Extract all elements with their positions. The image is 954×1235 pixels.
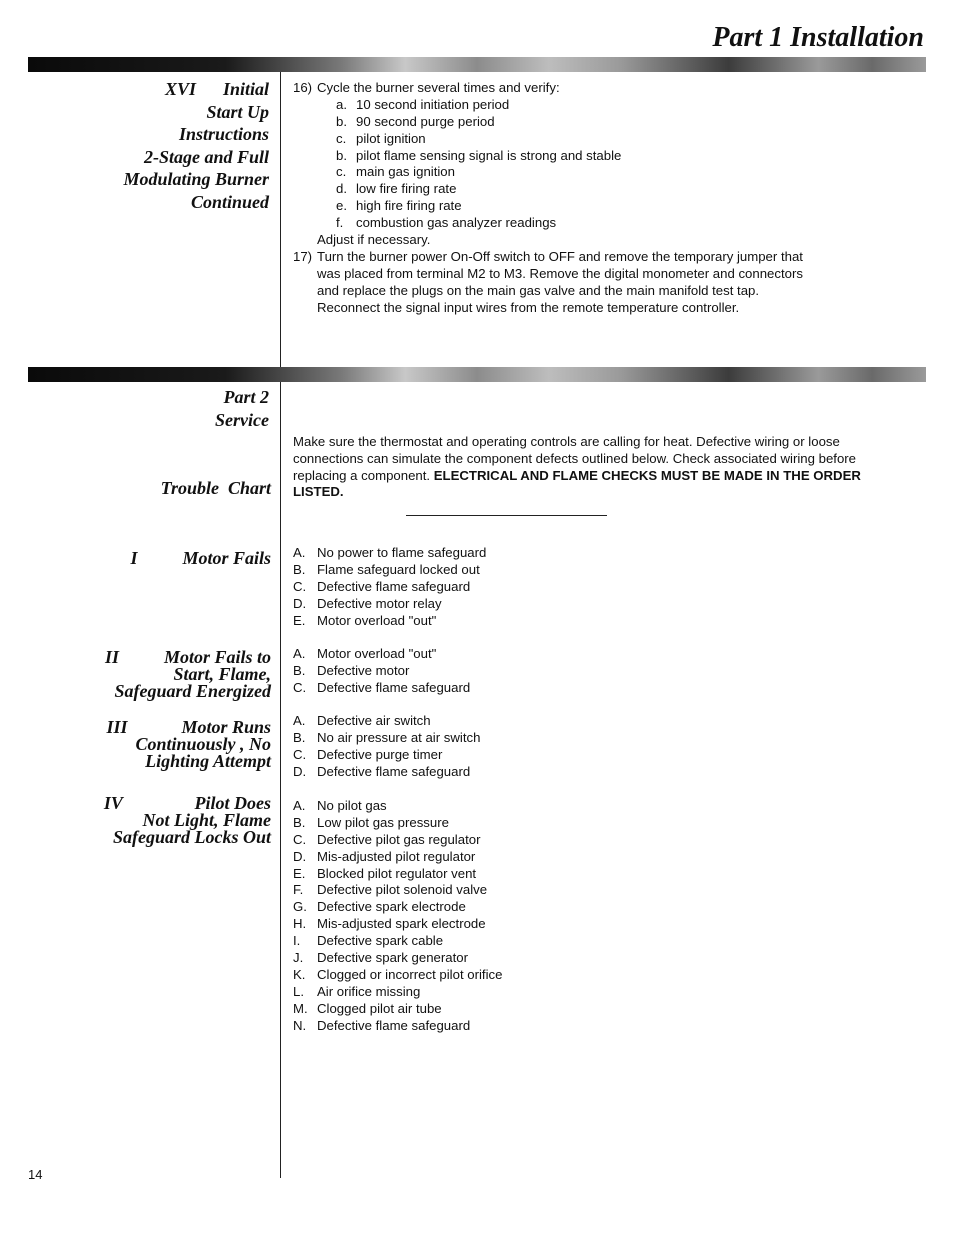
heading-line: Part 2 xyxy=(223,387,269,407)
intro-text: Make sure the thermostat and operating controls are calling for heat. Defective wiring or loose connections can simulate the component defects outlined below. Check associated wiring before replacing a component. xyxy=(293,434,856,483)
item-letter: C. xyxy=(293,578,307,594)
item-text: Blocked pilot regulator vent xyxy=(317,865,477,881)
item-letter: L. xyxy=(293,983,304,999)
item-letter: B. xyxy=(293,814,306,830)
item-text: Clogged pilot air tube xyxy=(317,1000,442,1016)
item-letter: E. xyxy=(293,612,306,628)
item-letter: H. xyxy=(293,916,307,932)
item-letter: E. xyxy=(293,865,306,881)
item-text: Air orifice missing xyxy=(317,983,421,999)
heading-line: Safeguard Locks Out xyxy=(112,827,271,847)
heading-line: XVI Initial xyxy=(164,79,269,99)
item-text: Low pilot gas pressure xyxy=(317,814,449,830)
item-text: Motor overload "out" xyxy=(317,646,437,661)
item-letter: a. xyxy=(336,96,347,112)
item-text: Defective motor xyxy=(317,662,410,678)
item-letter: b. xyxy=(336,147,347,163)
heading-line: Trouble Chart xyxy=(160,478,271,498)
item-letter: D. xyxy=(293,763,307,779)
item-letter: f. xyxy=(336,215,344,231)
heading-line: Start Up xyxy=(206,101,269,122)
item-text: No air pressure at air switch xyxy=(317,729,481,745)
heading-line: Instructions xyxy=(178,124,269,144)
item-text: pilot flame sensing signal is strong and stable xyxy=(356,147,622,163)
item-text: Clogged or incorrect pilot orifice xyxy=(317,966,503,982)
item-letter: C. xyxy=(293,679,307,695)
step-text: Turn the burner power On-Off switch to OFF and remove the temporary jumper that xyxy=(317,248,803,264)
item-letter: N. xyxy=(293,1017,307,1033)
item-letter: B. xyxy=(293,662,306,678)
item-letter: d. xyxy=(336,181,347,197)
step-text: and replace the plugs on the main gas valve and the main manifold test tap. xyxy=(317,282,760,298)
intro-bold-text: ELECTRICAL AND FLAME CHECKS MUST BE MADE IN THE ORDER LISTED. xyxy=(293,467,861,500)
item-letter: F. xyxy=(293,882,304,898)
item-text: 90 second purge period xyxy=(356,113,495,129)
item-letter: e. xyxy=(336,198,347,214)
item-letter: A. xyxy=(293,545,306,560)
item-text: Mis-adjusted spark electrode xyxy=(317,916,486,932)
item-letter: M. xyxy=(293,1000,308,1016)
item-text: No power to flame safeguard xyxy=(317,545,487,560)
trouble-chart-intro xyxy=(293,434,868,501)
item-text: low fire firing rate xyxy=(356,181,457,197)
step-text: was placed from terminal M2 to M3. Remove the digital monometer and connectors xyxy=(317,265,803,281)
item-text: Mis-adjusted pilot regulator xyxy=(317,848,476,864)
item-letter: G. xyxy=(293,899,307,915)
heading-line: Lighting Attempt xyxy=(145,751,271,771)
item-letter: K. xyxy=(293,966,306,982)
heading-line: 2-Stage and Full xyxy=(143,146,269,167)
column-divider-bottom xyxy=(280,382,281,1178)
item-letter: D. xyxy=(293,848,307,864)
problem-iii-heading xyxy=(106,719,271,770)
heading-line: Service xyxy=(215,409,269,430)
item-text: Motor overload "out" xyxy=(317,612,437,628)
item-letter: D. xyxy=(293,595,307,611)
item-text: Flame safeguard locked out xyxy=(317,561,480,577)
column-divider-top xyxy=(280,72,281,367)
item-letter: c. xyxy=(336,164,347,180)
item-letter: I. xyxy=(293,933,301,949)
heading-line: Modulating Burner xyxy=(123,169,269,189)
item-text: Defective spark generator xyxy=(317,950,468,966)
header-divider-bar xyxy=(28,57,926,72)
item-text: combustion gas analyzer readings xyxy=(356,215,557,231)
problem-ii-heading xyxy=(105,649,271,700)
item-text: Defective motor relay xyxy=(317,595,442,611)
step-text: Cycle the burner several times and verify: xyxy=(317,80,560,95)
heading-line: II Motor Fails to xyxy=(104,647,271,667)
item-text: Defective flame safeguard xyxy=(317,679,471,695)
problem-iv-heading xyxy=(104,795,271,846)
section-xvi-heading xyxy=(123,78,269,213)
heading-line: Safeguard Energized xyxy=(114,681,271,701)
item-text: Defective spark electrode xyxy=(317,899,466,915)
heading-line: Continuously , No xyxy=(135,734,271,754)
item-letter: A. xyxy=(293,798,306,813)
item-letter: C. xyxy=(293,746,307,762)
item-text: Defective purge timer xyxy=(317,746,443,762)
page-title: Part 1 Installation xyxy=(712,22,924,53)
item-letter: A. xyxy=(293,713,306,728)
item-text: 10 second initiation period xyxy=(356,96,510,112)
item-text: Defective flame safeguard xyxy=(317,763,471,779)
separator-rule xyxy=(406,515,607,516)
step-note: Adjust if necessary. xyxy=(317,232,431,248)
step-number: 17) xyxy=(293,248,313,264)
step-text: Reconnect the signal input wires from the remote temperature controller. xyxy=(317,299,740,315)
page-number: 14 xyxy=(28,1167,43,1182)
heading-line: Start, Flame, xyxy=(173,664,271,684)
item-text: Defective flame safeguard xyxy=(317,1017,471,1033)
item-text: Defective pilot solenoid valve xyxy=(317,882,488,898)
item-text: Defective pilot gas regulator xyxy=(317,831,481,847)
trouble-chart-heading xyxy=(161,477,271,500)
section-divider-bar xyxy=(28,367,926,382)
item-letter: A. xyxy=(293,646,306,661)
item-text: main gas ignition xyxy=(356,164,455,180)
item-text: high fire firing rate xyxy=(356,198,462,214)
item-letter: B. xyxy=(293,561,306,577)
heading-line: III Motor Runs xyxy=(106,717,271,737)
heading-line: IV Pilot Does xyxy=(103,793,271,813)
heading-line: I Motor Fails xyxy=(130,548,271,568)
item-text: No pilot gas xyxy=(317,798,387,813)
item-letter: B. xyxy=(293,729,306,745)
item-text: Defective flame safeguard xyxy=(317,578,471,594)
item-letter: J. xyxy=(293,950,304,966)
item-text: pilot ignition xyxy=(356,130,426,146)
problem-i-heading xyxy=(130,548,271,568)
item-letter: c. xyxy=(336,130,347,146)
item-text: Defective spark cable xyxy=(317,933,444,949)
part2-heading xyxy=(215,386,269,431)
heading-line: Not Light, Flame xyxy=(142,810,271,830)
step-number: 16) xyxy=(293,80,313,95)
item-letter: b. xyxy=(336,113,347,129)
item-text: Defective air switch xyxy=(317,713,431,728)
item-letter: C. xyxy=(293,831,307,847)
heading-line: Continued xyxy=(190,191,269,212)
